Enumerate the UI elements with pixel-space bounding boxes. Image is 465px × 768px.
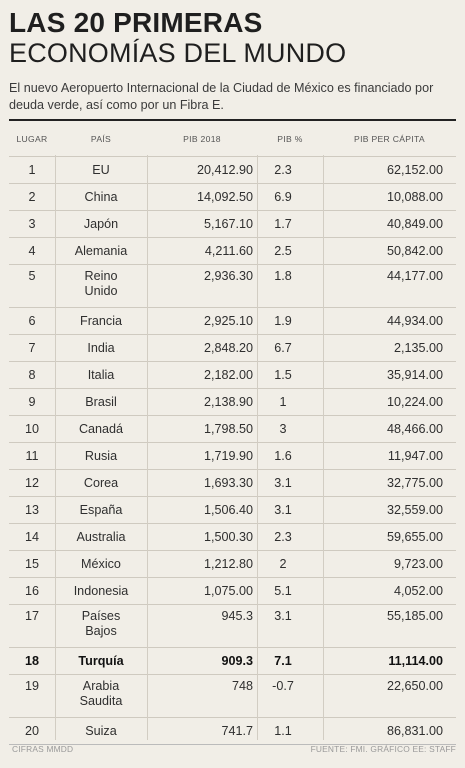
table-row: [9, 389, 456, 416]
footer-units: CIFRAS MMDD: [12, 744, 74, 754]
country-name-line: Saudita: [79, 694, 123, 708]
cell-pib-pct: 6.7: [257, 335, 323, 362]
cell-pib: 2,848.20: [147, 335, 257, 362]
header-rule: [9, 119, 456, 121]
cell-country: [55, 308, 147, 335]
table-row: [9, 648, 456, 675]
cell-pib: 741.7: [147, 718, 257, 745]
cell-pib-per-capita: 62,152.00: [323, 157, 456, 184]
column-divider: [257, 155, 258, 740]
table-body: [9, 157, 456, 745]
cell-country: [55, 443, 147, 470]
country-name-line: Bajos: [85, 624, 117, 638]
cell-pib-pct: 2.3: [257, 157, 323, 184]
title-line-2: ECONOMÍAS DEL MUNDO: [9, 38, 347, 68]
cell-rank: 3: [9, 211, 55, 238]
cell-pib-pct: 1.8: [257, 265, 323, 308]
cell-country: [55, 389, 147, 416]
column-header-rank: LUGAR: [9, 122, 55, 157]
cell-country: [55, 578, 147, 605]
cell-pib-per-capita: 10,088.00: [323, 184, 456, 211]
cell-pib-per-capita: 9,723.00: [323, 551, 456, 578]
cell-country: [55, 648, 147, 675]
cell-pib-pct: 1.1: [257, 718, 323, 745]
cell-pib: 20,412.90: [147, 157, 257, 184]
cell-pib-per-capita: 44,177.00: [323, 265, 456, 308]
cell-pib: 14,092.50: [147, 184, 257, 211]
country-name-line: España: [79, 502, 123, 517]
cell-pib-per-capita: 32,775.00: [323, 470, 456, 497]
cell-pib-per-capita: 11,947.00: [323, 443, 456, 470]
column-header-country: PAÍS: [55, 122, 147, 157]
cell-rank: 4: [9, 238, 55, 265]
country-name-line: Países: [81, 609, 121, 623]
cell-pib-per-capita: 2,135.00: [323, 335, 456, 362]
cell-country: [55, 605, 147, 648]
table-row: [9, 416, 456, 443]
cell-pib-pct: 1.9: [257, 308, 323, 335]
footer-source: FUENTE: FMI. GRÁFICO EE: STAFF: [310, 744, 456, 754]
cell-country: [55, 184, 147, 211]
country-name-line: India: [87, 340, 115, 355]
cell-rank: 16: [9, 578, 55, 605]
table-row: [9, 718, 456, 745]
table-row: [9, 443, 456, 470]
cell-pib-pct: 3.1: [257, 497, 323, 524]
column-divider: [55, 155, 56, 740]
cell-pib-pct: 2: [257, 551, 323, 578]
cell-country: [55, 675, 147, 718]
cell-pib-per-capita: 11,114.00: [323, 648, 456, 675]
country-name-line: Corea: [83, 475, 119, 490]
table-row: [9, 265, 456, 308]
country-name-line: Alemania: [74, 243, 128, 258]
cell-rank: 14: [9, 524, 55, 551]
cell-rank: 6: [9, 308, 55, 335]
cell-pib-pct: -0.7: [257, 675, 323, 718]
cell-rank: 18: [9, 648, 55, 675]
cell-country: [55, 157, 147, 184]
cell-pib: 4,211.60: [147, 238, 257, 265]
cell-rank: 9: [9, 389, 55, 416]
cell-pib-per-capita: 55,185.00: [323, 605, 456, 648]
cell-pib: 909.3: [147, 648, 257, 675]
cell-pib-pct: 3.1: [257, 470, 323, 497]
cell-pib-pct: 7.1: [257, 648, 323, 675]
title-line-1: LAS 20 PRIMERAS: [9, 7, 263, 38]
country-name-line: EU: [92, 162, 110, 177]
country-name-line: Rusia: [84, 448, 118, 463]
country-name-line: Indonesia: [73, 583, 129, 598]
cell-pib-pct: 1.6: [257, 443, 323, 470]
cell-pib-pct: 3.1: [257, 605, 323, 648]
country-name-line: Italia: [87, 367, 115, 382]
cell-rank: 12: [9, 470, 55, 497]
cell-pib-per-capita: 40,849.00: [323, 211, 456, 238]
cell-pib: 2,138.90: [147, 389, 257, 416]
cell-pib-per-capita: 32,559.00: [323, 497, 456, 524]
table-row: [9, 524, 456, 551]
country-name-line: Unido: [84, 284, 118, 298]
cell-pib-pct: 1.5: [257, 362, 323, 389]
cell-pib: 1,719.90: [147, 443, 257, 470]
cell-pib: 945.3: [147, 605, 257, 648]
cell-rank: 5: [9, 265, 55, 308]
cell-country: [55, 718, 147, 745]
cell-rank: 2: [9, 184, 55, 211]
table-row: [9, 335, 456, 362]
cell-rank: 13: [9, 497, 55, 524]
table-row: [9, 497, 456, 524]
cell-pib-per-capita: 4,052.00: [323, 578, 456, 605]
cell-pib: 5,167.10: [147, 211, 257, 238]
cell-pib-pct: 1: [257, 389, 323, 416]
country-name-line: México: [81, 556, 121, 571]
cell-country: [55, 211, 147, 238]
cell-country: [55, 238, 147, 265]
cell-rank: 1: [9, 157, 55, 184]
table-header-row: [9, 122, 456, 157]
cell-rank: 17: [9, 605, 55, 648]
country-name-line: Suiza: [85, 723, 117, 738]
cell-pib-pct: 5.1: [257, 578, 323, 605]
cell-pib: 2,936.30: [147, 265, 257, 308]
economies-table: [9, 122, 456, 745]
cell-pib-pct: 1.7: [257, 211, 323, 238]
cell-rank: 11: [9, 443, 55, 470]
column-divider: [147, 155, 148, 740]
cell-pib-pct: 2.5: [257, 238, 323, 265]
cell-rank: 20: [9, 718, 55, 745]
column-header-pib: PIB 2018: [147, 122, 257, 157]
cell-country: [55, 470, 147, 497]
table-row: [9, 605, 456, 648]
cell-pib: 1,798.50: [147, 416, 257, 443]
table-row: [9, 308, 456, 335]
table-row: [9, 470, 456, 497]
cell-country: [55, 416, 147, 443]
cell-country: [55, 335, 147, 362]
cell-pib-pct: 6.9: [257, 184, 323, 211]
cell-pib: 1,075.00: [147, 578, 257, 605]
table-row: [9, 551, 456, 578]
cell-pib-per-capita: 44,934.00: [323, 308, 456, 335]
cell-rank: 7: [9, 335, 55, 362]
column-header-pib-per-capita: PIB PER CÁPITA: [323, 122, 456, 157]
cell-pib: 2,925.10: [147, 308, 257, 335]
table-row: [9, 362, 456, 389]
cell-pib: 1,506.40: [147, 497, 257, 524]
column-divider: [323, 155, 324, 740]
cell-pib: 748: [147, 675, 257, 718]
cell-pib-per-capita: 59,655.00: [323, 524, 456, 551]
cell-pib: 1,500.30: [147, 524, 257, 551]
table-row: [9, 157, 456, 184]
country-name-line: Reino: [84, 269, 118, 283]
subtitle: El nuevo Aeropuerto Internacional de la Ciudad de México es financiado por deuda verde, así como por un Fibra E.: [9, 81, 434, 112]
country-name-line: Arabia: [82, 679, 120, 693]
cell-rank: 8: [9, 362, 55, 389]
cell-pib-pct: 2.3: [257, 524, 323, 551]
cell-pib: 1,693.30: [147, 470, 257, 497]
cell-pib-per-capita: 35,914.00: [323, 362, 456, 389]
table-row: [9, 238, 456, 265]
cell-pib-per-capita: 10,224.00: [323, 389, 456, 416]
cell-pib: 2,182.00: [147, 362, 257, 389]
country-name-line: China: [84, 189, 118, 204]
cell-country: [55, 362, 147, 389]
cell-pib: 1,212.80: [147, 551, 257, 578]
cell-rank: 10: [9, 416, 55, 443]
column-header-pib-pct: PIB %: [257, 122, 323, 157]
country-name-line: Francia: [80, 313, 122, 328]
table-row: [9, 211, 456, 238]
cell-rank: 19: [9, 675, 55, 718]
cell-country: [55, 497, 147, 524]
cell-rank: 15: [9, 551, 55, 578]
country-name-line: Canadá: [78, 421, 124, 436]
cell-country: [55, 265, 147, 308]
table-row: [9, 578, 456, 605]
cell-pib-pct: 3: [257, 416, 323, 443]
cell-pib-per-capita: 86,831.00: [323, 718, 456, 745]
country-name-line: Japón: [83, 216, 119, 231]
table-row: [9, 675, 456, 718]
cell-pib-per-capita: 22,650.00: [323, 675, 456, 718]
table-row: [9, 184, 456, 211]
country-name-line: Turquía: [78, 653, 124, 668]
cell-pib-per-capita: 48,466.00: [323, 416, 456, 443]
cell-country: [55, 524, 147, 551]
country-name-line: Australia: [76, 529, 126, 544]
country-name-line: Brasil: [85, 394, 117, 409]
cell-pib-per-capita: 50,842.00: [323, 238, 456, 265]
cell-country: [55, 551, 147, 578]
